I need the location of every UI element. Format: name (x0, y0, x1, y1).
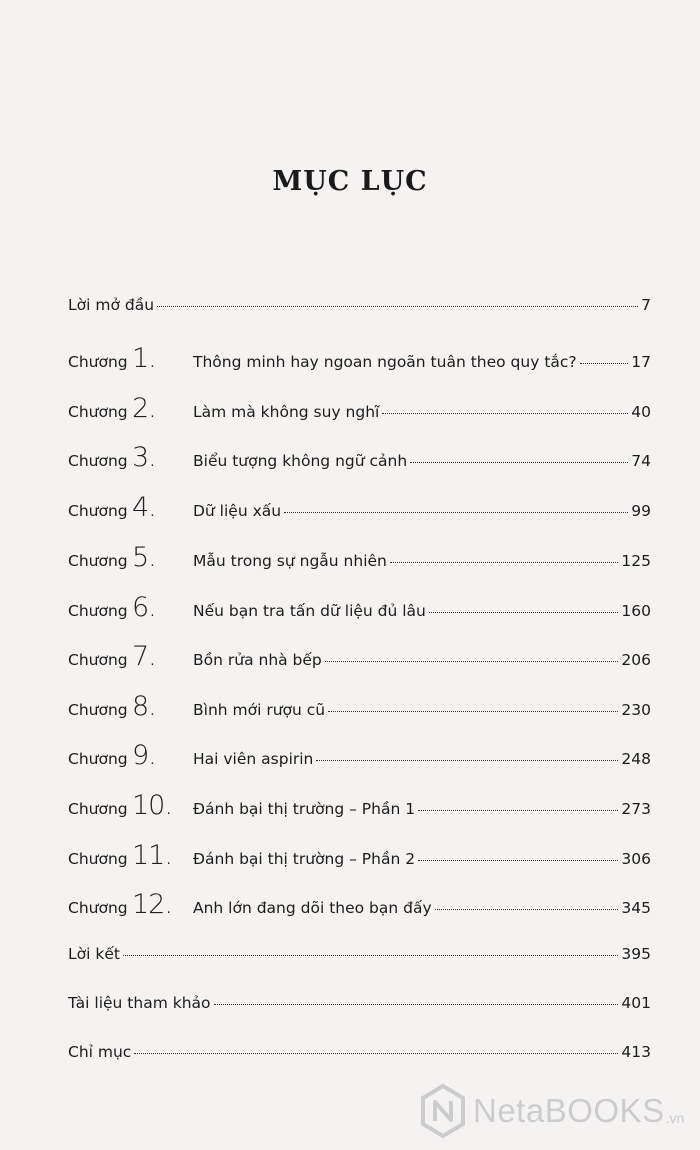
toc-entry-chapter-7[interactable] (68, 641, 651, 672)
toc-entry-chapter-6[interactable] (68, 592, 651, 623)
chapter-title: Mẫu trong sự ngẫu nhiên (193, 552, 387, 570)
dot-leader (410, 462, 628, 463)
chapter-title: Biểu tượng không ngữ cảnh (193, 452, 408, 470)
chapter-title: Làm mà không suy nghĩ (193, 403, 380, 421)
chapter-word: Chương (68, 552, 128, 570)
toc-entry-front[interactable] (68, 296, 651, 314)
chapter-word: Chương (68, 353, 128, 371)
entry-page: 206 (621, 651, 651, 669)
neta-logo-icon (419, 1083, 467, 1139)
watermark (419, 1082, 689, 1140)
entry-page: 345 (621, 899, 651, 917)
chapter-title: Hai viên aspirin (193, 750, 314, 768)
dot-leader (316, 760, 618, 761)
toc-entry-chapter-5[interactable] (68, 542, 651, 573)
toc-entry-back-2[interactable] (68, 994, 651, 1012)
chapter-word: Chương (68, 452, 128, 470)
toc-entry-chapter-11[interactable] (68, 840, 651, 871)
chapter-number: 9. (132, 740, 156, 771)
chapter-word: Chương (68, 651, 128, 669)
chapter-number: 11. (132, 840, 172, 871)
dot-leader (418, 810, 618, 811)
chapter-number: 12. (132, 889, 172, 920)
chapter-word: Chương (68, 850, 128, 868)
chapter-title: Đánh bại thị trường – Phần 1 (193, 800, 416, 818)
chapter-title: Thông minh hay ngoan ngoãn tuân theo quy tắc? (193, 353, 577, 371)
chapter-number: 8. (132, 691, 156, 722)
entry-page: 40 (631, 403, 651, 421)
toc-entry-back-3[interactable] (68, 1043, 651, 1061)
chapter-number: 4. (132, 492, 156, 523)
toc-entry-chapter-3[interactable] (68, 442, 651, 473)
toc-entry-chapter-2[interactable] (68, 393, 651, 424)
entry-page: 7 (641, 296, 651, 314)
entry-label: Chỉ mục (68, 1043, 132, 1061)
watermark-suffix: .vn (665, 1110, 685, 1126)
chapter-word: Chương (68, 750, 128, 768)
chapter-word: Chương (68, 502, 128, 520)
chapter-number: 7. (132, 641, 156, 672)
dot-leader (580, 363, 629, 364)
entry-page: 230 (621, 701, 651, 719)
entry-page: 74 (631, 452, 651, 470)
entry-page: 306 (621, 850, 651, 868)
chapter-title: Bồn rửa nhà bếp (193, 651, 322, 669)
entry-page: 248 (621, 750, 651, 768)
chapter-title: Dữ liệu xấu (193, 502, 282, 520)
entry-label: Lời kết (68, 945, 120, 963)
toc-entry-back-1[interactable] (68, 945, 651, 963)
chapter-title: Anh lớn đang dõi theo bạn đấy (193, 899, 432, 917)
dot-leader (284, 512, 628, 513)
chapter-number: 5. (132, 542, 156, 573)
dot-leader (325, 661, 619, 662)
entry-page: 17 (631, 353, 651, 371)
chapter-number: 6. (132, 592, 156, 623)
watermark-brand: NetaBOOKS (473, 1092, 665, 1129)
chapter-title: Đánh bại thị trường – Phần 2 (193, 850, 416, 868)
chapter-title: Nếu bạn tra tấn dữ liệu đủ lâu (193, 602, 426, 620)
dot-leader (418, 860, 618, 861)
chapter-word: Chương (68, 602, 128, 620)
entry-label: Tài liệu tham khảo (68, 994, 211, 1012)
chapter-number: 2. (132, 393, 156, 424)
entry-page: 99 (631, 502, 651, 520)
entry-page: 413 (621, 1043, 651, 1061)
dot-leader (429, 612, 619, 613)
toc-entry-chapter-12[interactable] (68, 889, 651, 920)
dot-leader (214, 1004, 619, 1005)
chapter-number: 10. (132, 790, 172, 821)
toc-entry-chapter-1[interactable] (68, 343, 651, 374)
page-title: MỤC LỤC (272, 166, 428, 197)
dot-leader (435, 909, 619, 910)
chapter-number: 1. (132, 343, 156, 374)
dot-leader (134, 1053, 618, 1054)
chapter-word: Chương (68, 800, 128, 818)
entry-page: 125 (621, 552, 651, 570)
chapter-word: Chương (68, 701, 128, 719)
toc-entry-chapter-10[interactable] (68, 790, 651, 821)
dot-leader (157, 306, 638, 307)
dot-leader (123, 955, 618, 956)
entry-page: 395 (621, 945, 651, 963)
entry-page: 160 (621, 602, 651, 620)
toc-entry-chapter-8[interactable] (68, 691, 651, 722)
entry-label: Lời mở đầu (68, 296, 155, 314)
entry-page: 273 (621, 800, 651, 818)
toc-entry-chapter-9[interactable] (68, 740, 651, 771)
chapter-number: 3. (132, 442, 156, 473)
entry-page: 401 (621, 994, 651, 1012)
dot-leader (328, 711, 618, 712)
dot-leader (390, 562, 619, 563)
chapter-title: Bình mới rượu cũ (193, 701, 326, 719)
toc-entry-chapter-4[interactable] (68, 492, 651, 523)
chapter-word: Chương (68, 403, 128, 421)
dot-leader (382, 413, 628, 414)
chapter-word: Chương (68, 899, 128, 917)
